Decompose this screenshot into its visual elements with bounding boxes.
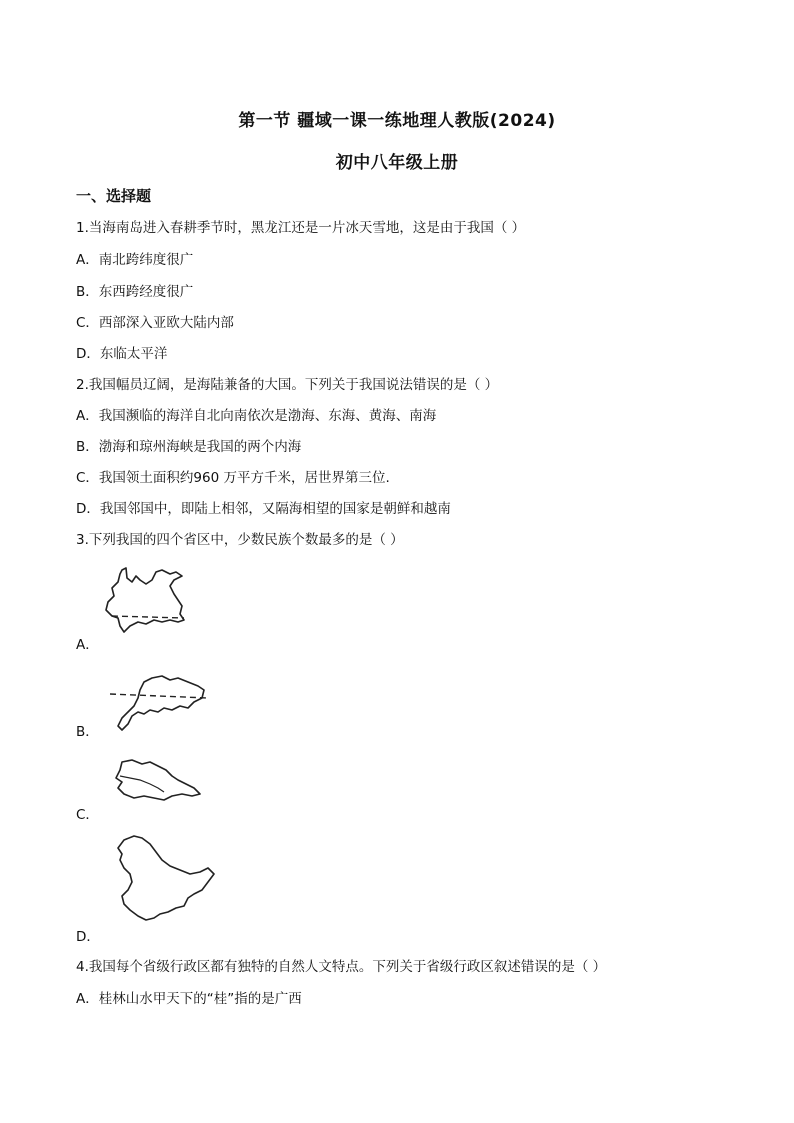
question-2-option-b: B．渤海和琼州海峡是我国的两个内海 bbox=[76, 439, 302, 455]
question-3-option-b: B． bbox=[76, 724, 99, 740]
question-2-option-c: C．我国领土面积约960 万平方千米，居世界第三位. bbox=[76, 470, 390, 486]
question-1-option-c: C．西部深入亚欧大陆内部 bbox=[76, 315, 234, 331]
province-outline-a bbox=[100, 564, 190, 636]
question-2-option-d: D．我国邻国中，即陆上相邻，又隔海相望的国家是朝鲜和越南 bbox=[76, 501, 451, 517]
question-1-option-d: D．东临太平洋 bbox=[76, 346, 168, 362]
province-outline-b bbox=[104, 672, 214, 736]
question-2-option-a: A．我国濒临的海洋自北向南依次是渤海、东海、黄海、南海 bbox=[76, 408, 437, 424]
question-3-stem: 3.下列我国的四个省区中，少数民族个数最多的是（ ） bbox=[76, 532, 404, 548]
document-title: 第一节 疆域一课一练地理人教版(2024) bbox=[238, 111, 556, 131]
question-3-option-a: A． bbox=[76, 637, 99, 653]
question-1-stem: 1.当海南岛进入春耕季节时，黑龙江还是一片冰天雪地，这是由于我国（ ） bbox=[76, 220, 526, 236]
question-1-option-b: B．东西跨经度很广 bbox=[76, 284, 194, 300]
question-3-option-c: C． bbox=[76, 807, 99, 823]
question-1-option-a: A．南北跨纬度很广 bbox=[76, 252, 194, 268]
question-4-option-a: A．桂林山水甲天下的“桂”指的是广西 bbox=[76, 991, 302, 1007]
province-outline-c bbox=[108, 756, 204, 806]
question-3-option-d: D． bbox=[76, 929, 100, 945]
question-2-stem: 2.我国幅员辽阔，是海陆兼备的大国。下列关于我国说法错误的是（ ） bbox=[76, 377, 499, 393]
province-outline-d bbox=[108, 834, 218, 924]
section-heading: 一、选择题 bbox=[76, 187, 152, 205]
document-subtitle: 初中八年级上册 bbox=[335, 153, 459, 173]
question-4-stem: 4.我国每个省级行政区都有独特的自然人文特点。下列关于省级行政区叙述错误的是（ ） bbox=[76, 959, 607, 975]
